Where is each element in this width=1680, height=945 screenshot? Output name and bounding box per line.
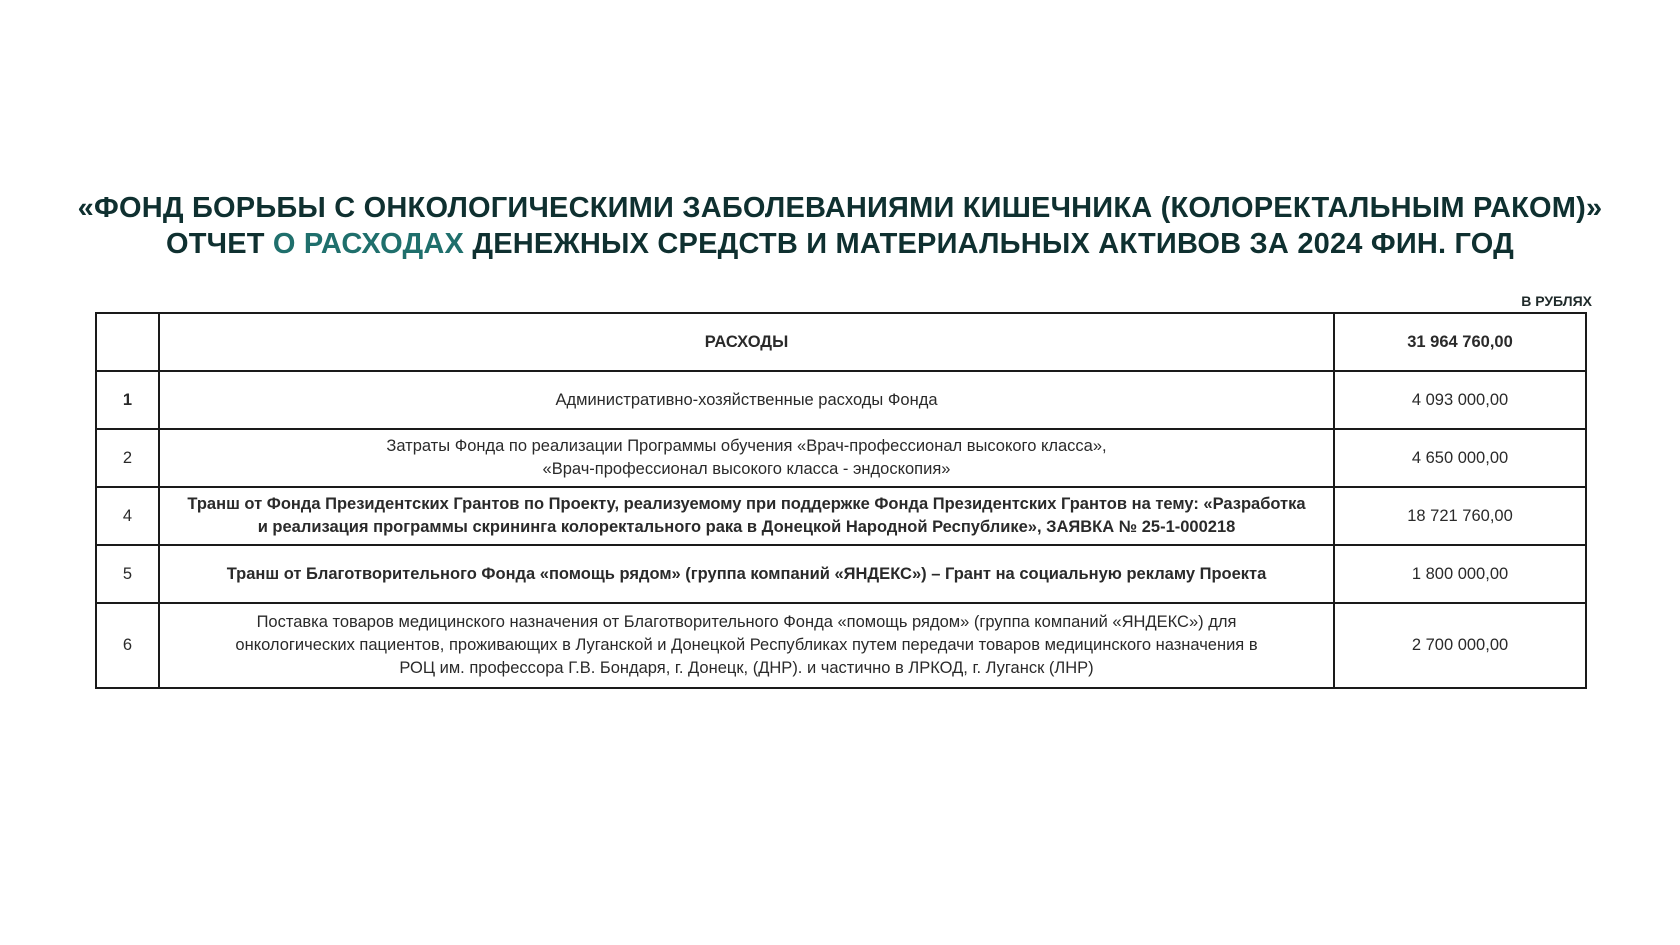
row-amount: 4 093 000,00 (1334, 371, 1586, 429)
title-line-2-suffix: ДЕНЕЖНЫХ СРЕДСТВ И МАТЕРИАЛЬНЫХ АКТИВОВ ЗА 2024 ФИН. ГОД (464, 228, 1515, 260)
expenses-table (95, 312, 1587, 689)
table-row (96, 487, 1586, 545)
row-description-line: онкологических пациентов, проживающих в Луганской и Донецкой Республиках путем передачи товаров медицинского назначения в (235, 636, 1258, 654)
table-header-row (96, 313, 1586, 371)
row-amount: 1 800 000,00 (1334, 545, 1586, 603)
row-description-line: Транш от Фонда Президентских Грантов по Проекту, реализуемому при поддержке Фонда Президентских Грантов на тему: «Разработка (187, 495, 1306, 513)
row-description-line: Поставка товаров медицинского назначения от Благотворительного Фонда «помощь рядом» (группа компаний «ЯНДЕКС») для (256, 613, 1237, 631)
row-amount: 2 700 000,00 (1334, 603, 1586, 688)
row-description-line: РОЦ им. профессора Г.В. Бондаря, г. Донецк, (ДНР). и частично в ЛРКОД, г. Луганск (ЛНР) (399, 659, 1094, 677)
row-num: 1 (96, 371, 159, 429)
table-row (96, 603, 1586, 688)
table-row (96, 545, 1586, 603)
row-description (159, 429, 1334, 487)
table-row (96, 429, 1586, 487)
row-num: 4 (96, 487, 159, 545)
currency-unit-note: В РУБЛЯХ (1521, 293, 1592, 309)
title-line-1: «ФОНД БОРЬБЫ С ОНКОЛОГИЧЕСКИМИ ЗАБОЛЕВАНИЯМИ КИШЕЧНИКА (КОЛОРЕКТАЛЬНЫМ РАКОМ)» (77, 192, 1603, 224)
header-label-cell: РАСХОДЫ (159, 313, 1334, 371)
header-num-cell (96, 313, 159, 371)
table-row (96, 371, 1586, 429)
report-title (0, 190, 1680, 262)
row-description-line: «Врач-профессионал высокого класса - эндоскопия» (542, 460, 951, 478)
title-line-2-accent: О РАСХОДАХ (272, 228, 465, 260)
header-total-cell: 31 964 760,00 (1334, 313, 1586, 371)
row-description-line: Затраты Фонда по реализации Программы обучения «Врач-профессионал высокого класса», (386, 437, 1107, 455)
row-description-line: Административно-хозяйственные расходы Фонда (555, 390, 938, 409)
row-num: 2 (96, 429, 159, 487)
row-description-line: и реализация программы скрининга колоректального рака в Донецкой Народной Республике», ЗАЯВКА № 25-1-000218 (257, 518, 1236, 536)
row-amount: 18 721 760,00 (1334, 487, 1586, 545)
row-description-line: Транш от Благотворительного Фонда «помощь рядом» (группа компаний «ЯНДЕКС») – Грант на социальную рекламу Проекта (226, 564, 1267, 583)
row-num: 6 (96, 603, 159, 688)
row-description (159, 603, 1334, 688)
row-description (159, 371, 1334, 429)
row-amount: 4 650 000,00 (1334, 429, 1586, 487)
row-num: 5 (96, 545, 159, 603)
title-line-2 (0, 226, 1680, 262)
row-description (159, 487, 1334, 545)
title-line-2-prefix: ОТЧЕТ (165, 228, 273, 260)
row-description (159, 545, 1334, 603)
